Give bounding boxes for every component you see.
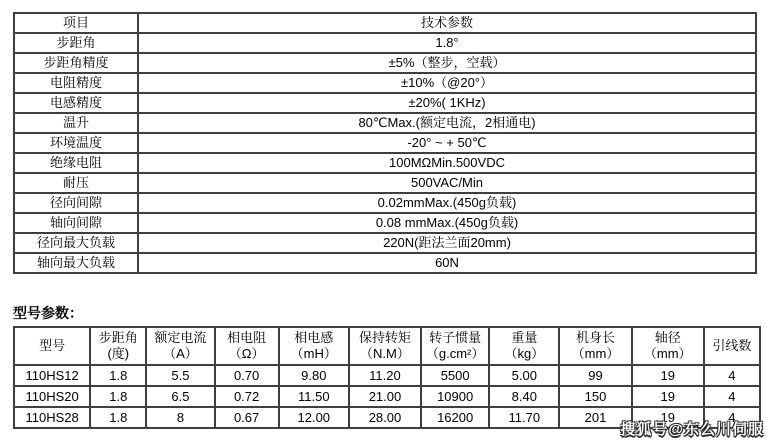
spec-item-cell: 径向最大负载 — [14, 233, 138, 253]
model-value-cell: 5.5 — [146, 365, 214, 386]
model-row — [14, 386, 760, 407]
model-header-line2: （N.M） — [360, 346, 410, 361]
spec-row — [14, 213, 756, 233]
model-header-line1: 轴径 — [654, 330, 681, 345]
model-value-cell: 8.40 — [489, 386, 559, 407]
model-header-line2: （A） — [163, 346, 198, 361]
spec-header-row — [14, 13, 756, 33]
model-value-cell: 5.00 — [489, 365, 559, 386]
spec-value-cell: 500VAC/Min — [138, 173, 756, 193]
model-header-line1: 重量 — [511, 330, 538, 345]
spec-row — [14, 113, 756, 133]
model-header-line1: 引线数 — [712, 338, 752, 353]
model-value-cell: 4 — [704, 407, 760, 428]
model-value-cell: 28.00 — [349, 407, 421, 428]
spec-item-cell: 轴向最大负载 — [14, 253, 138, 273]
model-value-cell: 6.5 — [146, 386, 214, 407]
model-name-cell: 110HS20 — [14, 386, 90, 407]
spec-item-cell: 温升 — [14, 113, 138, 133]
model-header-line1: 保持转矩 — [358, 330, 411, 345]
model-header-cell — [421, 327, 489, 365]
model-header-cell — [279, 327, 349, 365]
spec-value-cell: -20° ~ + 50℃ — [138, 133, 756, 153]
model-header-line1: 机身长 — [576, 330, 616, 345]
spec-value-cell: ±10%（@20°） — [138, 73, 756, 93]
spec-item-cell: 径向间隙 — [14, 193, 138, 213]
spec-item-cell: 环境温度 — [14, 133, 138, 153]
technical-parameters-body — [14, 13, 756, 273]
spec-row — [14, 233, 756, 253]
technical-parameters-table — [13, 12, 757, 274]
model-value-cell: 0.67 — [215, 407, 279, 428]
spec-value-cell: 0.08 mmMax.(450g负载) — [138, 213, 756, 233]
spec-value-cell: ±5%（整步，空载） — [138, 53, 756, 73]
spec-value-cell: 60N — [138, 253, 756, 273]
spec-value-cell: 80℃Max.(额定电流，2相通电) — [138, 113, 756, 133]
spec-row — [14, 133, 756, 153]
spec-row — [14, 93, 756, 113]
model-header-cell — [559, 327, 631, 365]
model-value-cell: 0.70 — [215, 365, 279, 386]
model-row — [14, 365, 760, 386]
model-value-cell: 5500 — [421, 365, 489, 386]
model-header-line1: 步距角 — [98, 330, 138, 345]
model-header-line1: 相电阻 — [227, 330, 267, 345]
model-value-cell: 1.8 — [90, 365, 146, 386]
model-value-cell: 8 — [146, 407, 214, 428]
spec-row — [14, 73, 756, 93]
model-value-cell: 19 — [632, 365, 704, 386]
model-value-cell: 150 — [559, 386, 631, 407]
model-value-cell: 19 — [632, 407, 704, 428]
spec-value-cell: 0.02mmMax.(450g负载) — [138, 193, 756, 213]
model-header-line2: (度) — [107, 346, 130, 361]
model-header-line1: 相电感 — [294, 330, 334, 345]
watermark: 搜狐号@东么川伺服 — [620, 421, 764, 438]
model-header-cell — [704, 327, 760, 365]
model-header-line2: （kg） — [504, 346, 545, 361]
model-header-cell — [489, 327, 559, 365]
spec-item-cell: 步距角 — [14, 33, 138, 53]
model-header-line2: （Ω） — [228, 346, 265, 361]
model-header-cell — [14, 327, 90, 365]
model-value-cell: 1.8 — [90, 386, 146, 407]
model-value-cell: 11.20 — [349, 365, 421, 386]
model-value-cell: 16200 — [421, 407, 489, 428]
spec-item-cell: 耐压 — [14, 173, 138, 193]
model-value-cell: 10900 — [421, 386, 489, 407]
spec-value-header: 技术参数 — [138, 13, 756, 33]
spec-value-cell: 1.8° — [138, 33, 756, 53]
model-value-cell: 9.80 — [279, 365, 349, 386]
spec-item-cell: 电感精度 — [14, 93, 138, 113]
spec-value-cell: 100MΩMin.500VDC — [138, 153, 756, 173]
model-value-cell: 0.72 — [215, 386, 279, 407]
model-header-row — [14, 327, 760, 365]
model-value-cell: 4 — [704, 365, 760, 386]
model-value-cell: 11.70 — [489, 407, 559, 428]
model-value-cell: 21.00 — [349, 386, 421, 407]
model-value-cell: 19 — [632, 386, 704, 407]
spec-item-cell: 轴向间隙 — [14, 213, 138, 233]
model-name-cell: 110HS28 — [14, 407, 90, 428]
model-header-cell — [90, 327, 146, 365]
spec-row — [14, 193, 756, 213]
spec-value-cell: 220N(距法兰面20mm) — [138, 233, 756, 253]
spec-row — [14, 153, 756, 173]
model-header-line1: 型号 — [39, 338, 66, 353]
spec-item-cell: 绝缘电阻 — [14, 153, 138, 173]
spec-item-cell: 步距角精度 — [14, 53, 138, 73]
model-value-cell: 11.50 — [279, 386, 349, 407]
model-parameters-table — [13, 326, 761, 429]
model-value-cell: 12.00 — [279, 407, 349, 428]
spec-row — [14, 33, 756, 53]
model-header-cell — [146, 327, 214, 365]
model-value-cell: 99 — [559, 365, 631, 386]
spec-row — [14, 173, 756, 193]
model-header-cell — [349, 327, 421, 365]
model-header-line2: （mm） — [571, 346, 620, 361]
model-parameters-heading: 型号参数： — [13, 305, 83, 321]
model-name-cell: 110HS12 — [14, 365, 90, 386]
spec-row — [14, 253, 756, 273]
model-header-cell — [632, 327, 704, 365]
model-header-line1: 转子惯量 — [429, 330, 482, 345]
spec-item-header: 项目 — [14, 13, 138, 33]
model-value-cell: 1.8 — [90, 407, 146, 428]
model-header-line2: （mH） — [290, 346, 337, 361]
spec-item-cell: 电阻精度 — [14, 73, 138, 93]
model-header-cell — [215, 327, 279, 365]
model-parameters-header — [14, 327, 760, 365]
model-value-cell: 4 — [704, 386, 760, 407]
spec-row — [14, 53, 756, 73]
model-header-line2: （mm） — [643, 346, 692, 361]
model-value-cell: 201 — [559, 407, 631, 428]
spec-value-cell: ±20%( 1KHz) — [138, 93, 756, 113]
model-header-line1: 额定电流 — [154, 330, 207, 345]
model-header-line2: （g.cm²） — [425, 346, 485, 361]
